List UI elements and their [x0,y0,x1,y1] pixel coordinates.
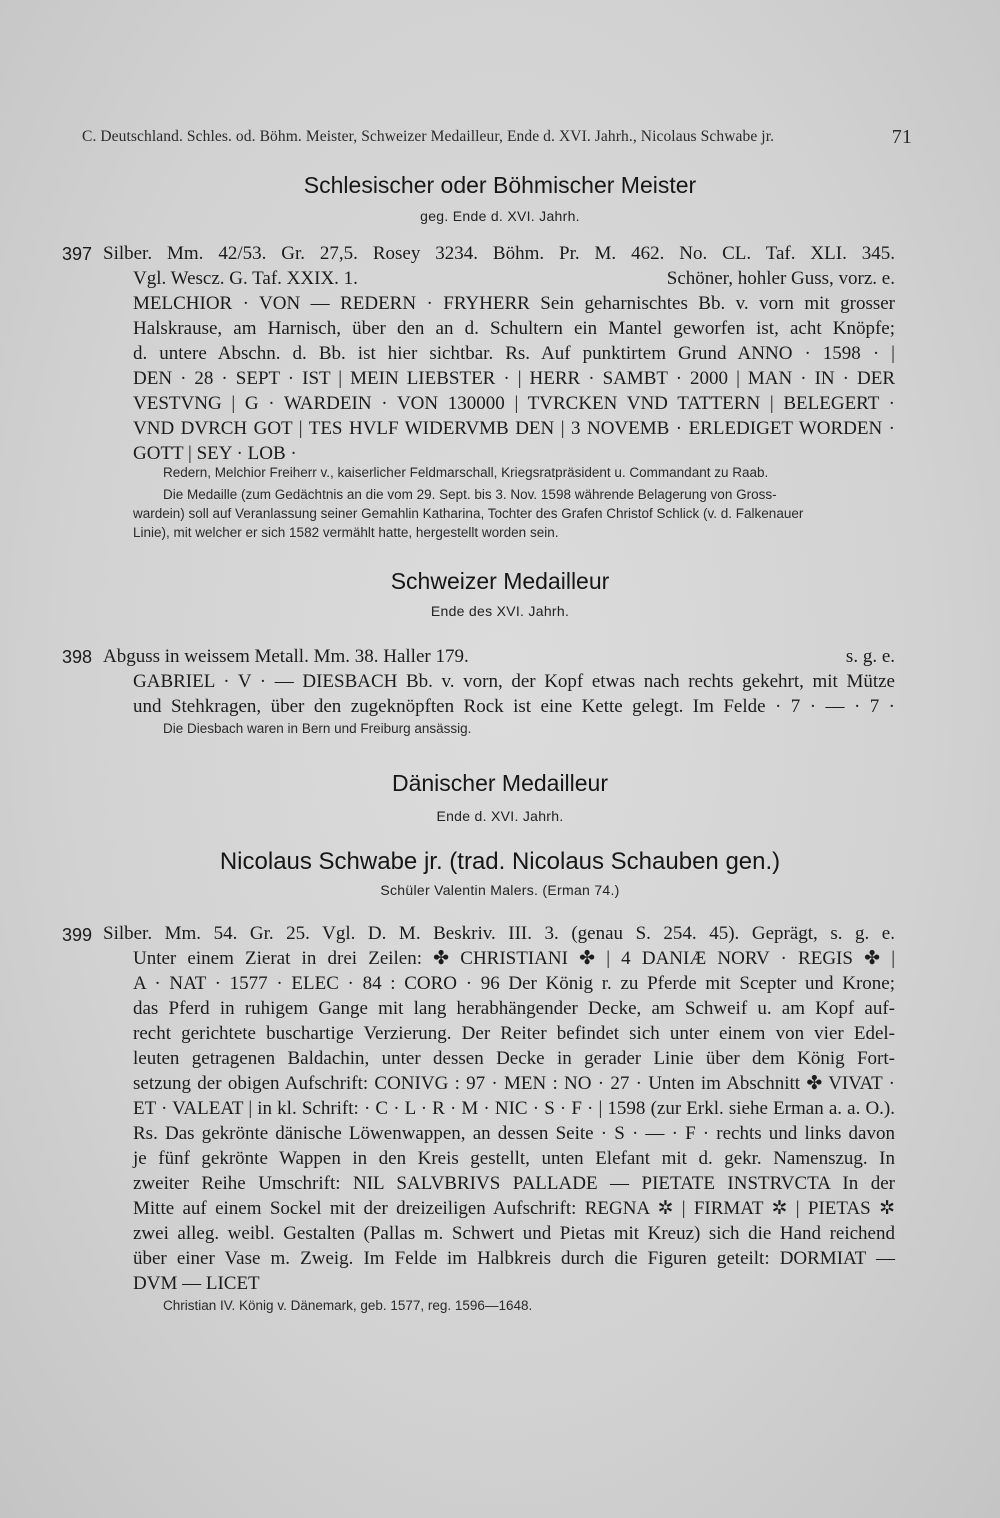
entry-line: Silber. Mm. 54. Gr. 25. Vgl. D. M. Beskriv. III. 3. (genau S. 254. 45). Geprägt, s. g. e. [103,923,895,944]
section-subtitle: Ende des XVI. Jahrh. [430,603,570,619]
running-title: C. Deutschland. Schles. od. Böhm. Meister, Schweizer Medailleur, Ende d. XVI. Jahrh., Nicolaus Schwabe jr. [82,128,775,145]
section-title: Schweizer Medailleur [390,568,610,594]
section-subtitle: Ende d. XVI. Jahrh. [436,808,564,824]
entry-line: ET · VALEAT | in kl. Schrift: · C · L · R · M · NIC · S · F · | 1598 (zur Erkl. siehe Erman a. a. O.). [133,1098,895,1119]
footnote-line: Redern, Melchior Freiherr v., kaiserlicher Feldmarschall, Kriegsratpräsident u. Commandant zu Raab. [163,465,769,480]
entry-line: Mitte auf einem Sockel mit der dreizeiligen Aufschrift: REGNA ✲ | FIRMAT ✲ | PIETAS ✲ [133,1198,895,1219]
entry-line: MELCHIOR · VON — REDERN · FRYHERR Sein geharnischtes Bb. v. vorn mit grosser [133,293,895,314]
artist-title: Nicolaus Schwabe jr. (trad. Nicolaus Schauben gen.) [219,848,781,875]
footnote-line: Die Diesbach waren in Bern und Freiburg ansässig. [163,721,472,736]
page-number: 71 [891,126,912,148]
entry-line: VESTVNG | G · WARDEIN · VON 130000 | TVRCKEN VND TATTERN | BELEGERT · [133,393,895,414]
entry-line: DEN · 28 · SEPT · IST | MEIN LIEBSTER · | HERR · SAMBT · 2000 | MAN · IN · DER [133,368,895,389]
entry-line: Silber. Mm. 42/53. Gr. 27,5. Rosey 3234. Böhm. Pr. M. 462. No. CL. Taf. XLI. 345. [103,243,895,264]
entry-line-text: Abguss in weissem Metall. Mm. 38. Haller 179. [103,646,469,667]
entry-line: GOTT | SEY · LOB · [133,443,297,464]
entry-line: Rs. Das gekrönte dänische Löwenwappen, an dessen Seite · S · — · F · rechts und links davon [133,1123,895,1144]
artist-subtitle: Schüler Valentin Malers. (Erman 74.) [380,882,620,898]
section-title: Dänischer Medailleur [391,770,609,796]
condition-note: s. g. e. [845,646,895,667]
footnote-line: wardein) soll auf Veranlassung seiner Gemahlin Katharina, Tochter des Grafen Christof Schlick (v. d. Falkenauer [133,506,804,521]
entry-line: über einer Vase m. Zweig. Im Felde im Halbkreis durch die Figuren geteilt: DORMIAT — [133,1248,895,1269]
entry-line: recht gerichtete buschartige Verzierung. Der Reiter befindet sich unter einem von vier Edel- [133,1023,895,1044]
entry-line: GABRIEL · V · — DIESBACH Bb. v. vorn, der Kopf etwas nach rechts gekehrt, mit Mütze [133,671,895,692]
entry-line [103,645,895,669]
entry-line: DVM — LICET [133,1273,260,1294]
entry-line: je fünf gekrönte Wappen in den Kreis gestellt, unten Elefant mit d. gekr. Namenszug. In [133,1148,895,1169]
footnote-line: Christian IV. König v. Dänemark, geb. 1577, reg. 1596—1648. [163,1298,533,1313]
entry-line: d. untere Abschn. d. Bb. ist hier sichtbar. Rs. Auf punktirtem Grund ANNO · 1598 · | [133,343,895,364]
entry-number: 398 [62,647,93,667]
section-title: Schlesischer oder Böhmischer Meister [303,172,697,198]
entry-line: setzung der obigen Aufschrift: CONIVG : 97 · MEN : NO · 27 · Unten im Abschnitt ✤ VIVAT · [133,1073,895,1094]
footnote-line: Linie), mit welcher er sich 1582 vermählt hatte, hergestellt worden sein. [133,525,559,540]
entry-number: 399 [62,925,93,945]
entry-line: A · NAT · 1577 · ELEC · 84 : CORO · 96 Der König r. zu Pferde mit Scepter und Krone; [133,973,895,994]
entry-line [133,267,895,291]
entry-line: und Stehkragen, über den zugeknöpften Rock ist eine Kette gelegt. Im Felde · 7 · — · 7 · [133,696,895,717]
entry-line: das Pferd in ruhigem Gange mit lang herabhängender Decke, am Schweif u. am Kopf auf- [133,998,895,1019]
entry-line: Unter einem Zierat in drei Zeilen: ✤ CHRISTIANI ✤ | 4 DANIÆ NORV · REGIS ✤ | [133,948,895,969]
condition-note: Schöner, hohler Guss, vorz. e. [666,268,895,289]
running-head [82,128,912,146]
entry-line: VND DVRCH GOT | TES HVLF WIDERVMB DEN | 3 NOVEMB · ERLEDIGET WORDEN · [133,418,895,439]
footnote-line: Die Medaille (zum Gedächtnis an die vom 29. Sept. bis 3. Nov. 1598 währende Belagerung von Gross- [163,487,777,502]
entry-line: leuten getragenen Baldachin, unter dessen Decke in gerader Linie über dem König Fort- [133,1048,895,1069]
entry-line-text: Vgl. Wescz. G. Taf. XXIX. 1. [133,268,358,289]
entry-line: zweiter Reihe Umschrift: NIL SALVBRIVS PALLADE — PIETATE INSTRVCTA In der [133,1173,895,1194]
entry-line: zwei alleg. weibl. Gestalten (Pallas m. Schwert und Pietas mit Kreuz) sich die Hand reichend [133,1223,895,1244]
entry-number: 397 [62,244,93,264]
section-subtitle: geg. Ende d. XVI. Jahrh. [420,208,580,224]
entry-line: Halskrause, am Harnisch, über den an d. Schultern ein Mantel geworfen ist, acht Knöpfe; [133,318,895,339]
